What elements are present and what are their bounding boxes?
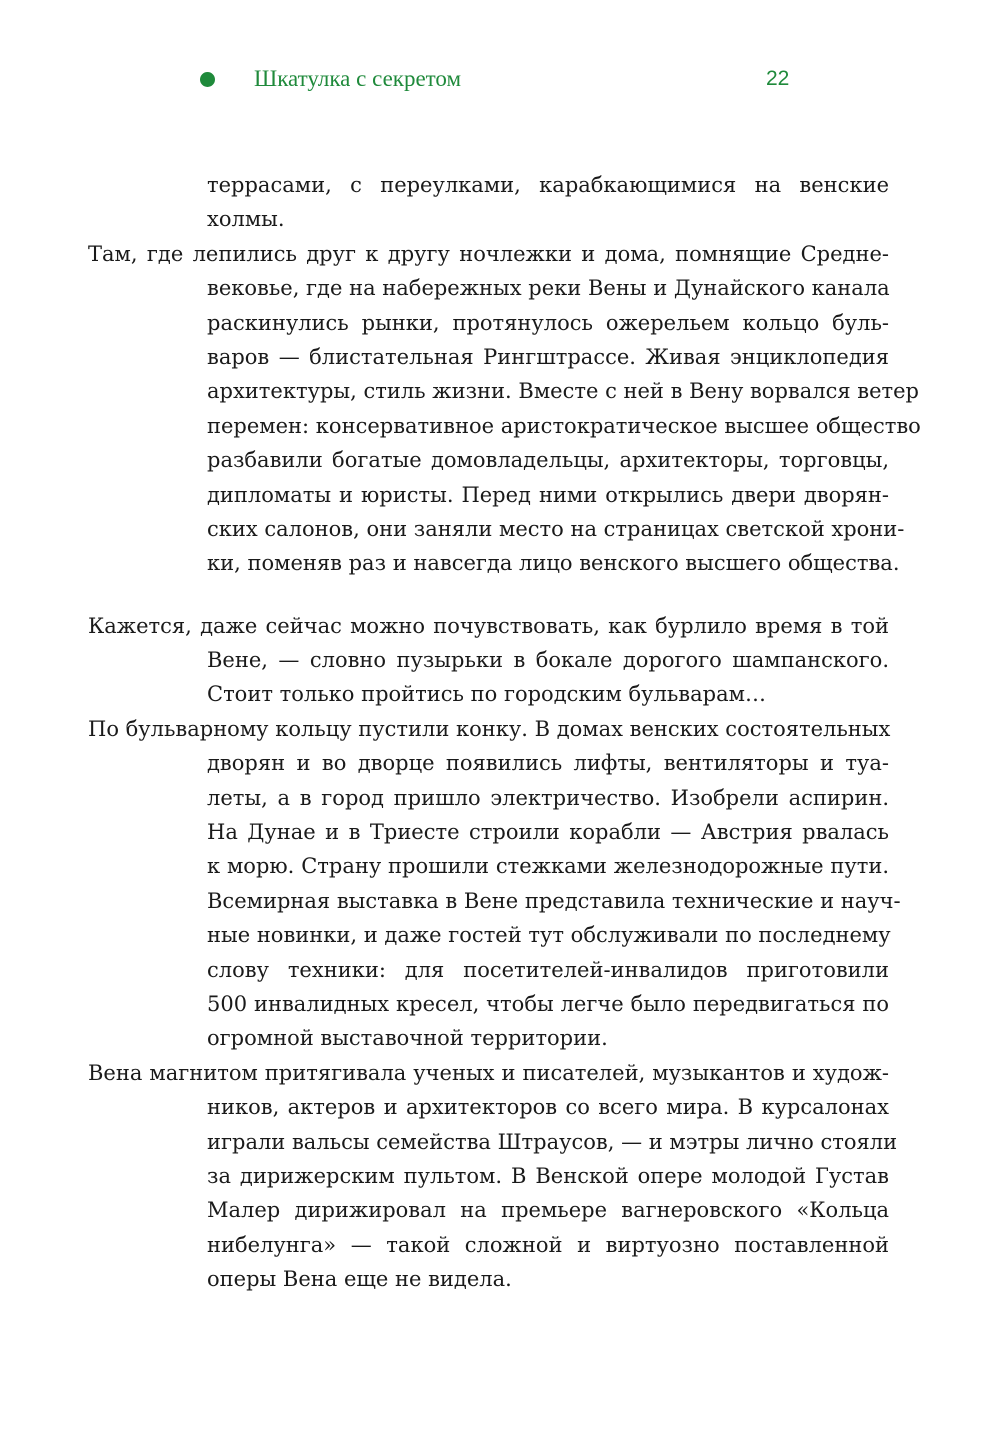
text-line: разбавили богатые домовладельцы, архитекторы, торговцы,: [207, 448, 889, 473]
running-title: Шкатулка с секретом: [254, 66, 462, 91]
text-line: террасами, с переулками, карабкающимися на венские: [207, 173, 889, 197]
text-line: Там, где лепились друг к другу ночлежки и дома, помнящие Средне-: [88, 241, 889, 266]
paragraph-continuation: [0, 168, 1000, 237]
page-number: 22: [766, 67, 790, 90]
text-line: оперы Вена еще не видела.: [207, 1267, 512, 1292]
body-text: [0, 168, 1000, 1297]
text-line: слову техники: для посетителей-инвалидов приготовили: [207, 957, 889, 982]
text-line: Вена магнитом притягивала ученых и писателей, музыкантов и худож-: [88, 1060, 889, 1085]
text-line: за дирижерским пультом. В Венской опере молодой Густав: [207, 1163, 889, 1188]
text-line: варов — блистательная Рингштрассе. Живая энциклопедия: [207, 344, 889, 369]
text-line: Малер дирижировал на премьере вагнеровского «Кольца: [207, 1198, 889, 1223]
text-line: к морю. Страну прошили стежками железнодорожные пути.: [207, 854, 889, 879]
text-line: раскинулись рынки, протянулось ожерельем кольцо буль-: [207, 310, 889, 335]
text-line: Кажется, даже сейчас можно почувствовать, как бурлило время в той: [88, 613, 889, 638]
text-line: На Дунае и в Триесте строили корабли — Австрия рвалась: [207, 820, 889, 845]
text-line: играли вальсы семейства Штраусов, — и мэтры лично стояли: [207, 1129, 898, 1154]
paragraph: [0, 712, 1000, 1056]
text-line: ки, поменяв раз и навсегда лицо венского высшего общества.: [207, 551, 900, 576]
text-line: перемен: консервативное аристократическое высшее общество: [207, 413, 921, 438]
text-line: ских салонов, они заняли место на страницах светской хрони-: [207, 516, 905, 541]
text-line: По бульварному кольцу пустили конку. В домах венских состоятельных: [88, 716, 891, 741]
text-line: архитектуры, стиль жизни. Вместе с ней в Вену ворвался ветер: [207, 379, 920, 404]
text-line: дипломаты и юристы. Перед ними открылись двери дворян-: [207, 482, 889, 507]
text-line: Стоит только пройтись по городским бульварам…: [207, 682, 766, 707]
text-line: вековье, где на набережных реки Вены и Дунайского канала: [207, 276, 890, 301]
paragraph: [0, 1056, 1000, 1297]
paragraph: [0, 609, 1000, 712]
paragraph: [0, 237, 1000, 581]
text-line: Всемирная выставка в Вене представила технические и науч-: [207, 888, 901, 913]
text-line: 500 инвалидных кресел, чтобы легче было передвигаться по: [207, 991, 889, 1016]
text-line: холмы.: [207, 207, 285, 232]
running-header: [196, 62, 796, 96]
text-line: Вене, — словно пузырьки в бокале дорогого шампанского.: [207, 648, 889, 673]
bullet-icon: [200, 72, 215, 87]
text-line: леты, а в город пришло электричество. Изобрели аспирин.: [207, 785, 889, 810]
text-line: ников, актеров и архитекторов со всего мира. В курсалонах: [207, 1095, 889, 1120]
text-line: огромной выставочной территории.: [207, 1026, 608, 1051]
text-line: ные новинки, и даже гостей тут обслуживали по последнему: [207, 923, 891, 948]
text-line: дворян и во дворце появились лифты, вентиляторы и туа-: [207, 751, 889, 776]
text-line: нибелунга» — такой сложной и виртуозно поставленной: [207, 1232, 889, 1257]
